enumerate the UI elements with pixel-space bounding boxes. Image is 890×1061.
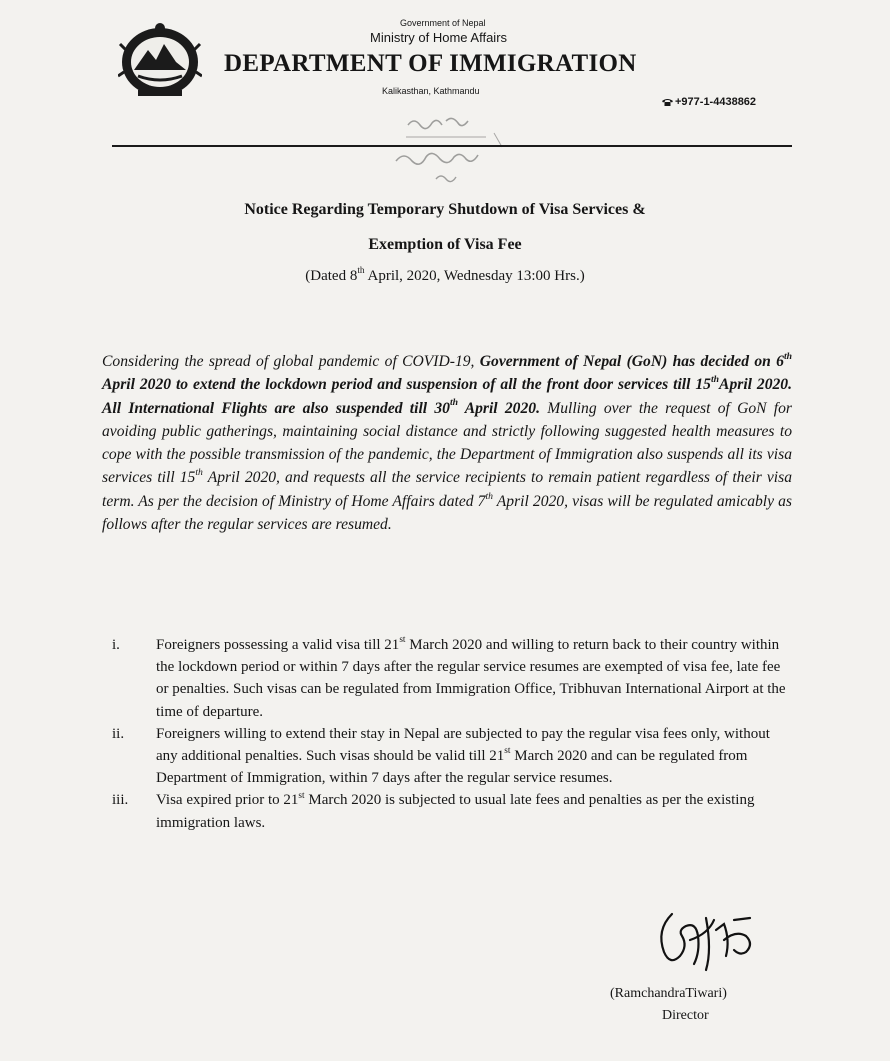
list-item-text [156, 634, 794, 723]
para-s1: Considering the spread of global pandemic of COVID-19, [102, 353, 480, 370]
signature [650, 900, 770, 980]
phone-number [662, 96, 756, 108]
item-sup: st [504, 746, 511, 757]
provisions-list [112, 634, 794, 834]
list-item-number: iii. [112, 792, 129, 809]
phone-text: +977-1-4438862 [675, 96, 757, 108]
item-sup: st [298, 790, 305, 801]
item-pre: Foreigners willing to extend their stay in Nepal are subjected to pay the regular visa fees only, without any additional penalties. Such visas should be valid till 21 [156, 725, 770, 765]
list-item-number: i. [112, 637, 120, 653]
nepal-emblem-icon [118, 20, 202, 100]
para-s4: April 2020. All International Flights are also suspended till 30 [102, 376, 792, 417]
para-s5: April 2020. [458, 399, 540, 417]
para-s8: April 2020, visas will be regulated amicably as follows after the regular services are resumed. [102, 492, 792, 534]
signer-name: (RamchandraTiwari) [610, 986, 727, 1001]
header-divider [112, 145, 792, 147]
para-s3: April 2020 to extend the lockdown period and suspension of all the front door services till 15 [102, 376, 711, 394]
department-name: DEPARTMENT OF IMMIGRATION [224, 50, 637, 77]
notice-title-line-1: Notice Regarding Temporary Shutdown of Visa Services & [244, 201, 646, 218]
para-s2-sup: th [783, 350, 792, 362]
list-item [112, 634, 794, 723]
item-post: March 2020 and willing to return back to their country within the lockdown period or within 7 days after the regular service resumes are exempted of visa fee, late fee or penalties. Such visas can be regulated from Immigration Office, Tribhuvan International Airport at the time of departure. [156, 637, 786, 720]
item-sup: st [399, 635, 406, 646]
para-s7: April 2020, and requests all the service recipients to remain patient regardless of their visa term. As per the decision of Ministry of Home Affairs dated 7 [102, 469, 793, 510]
signer-title: Director [662, 1008, 709, 1023]
para-s4-sup: th [449, 397, 459, 409]
para-s7-sup: th [485, 490, 493, 502]
date-pre: (Dated 8 [305, 268, 358, 284]
date-post: April, 2020, Wednesday 13:00 Hrs.) [364, 268, 585, 284]
telephone-icon [662, 98, 673, 106]
item-post: March 2020 and can be regulated from Department of Immigration, within 7 days after the regular service resumes. [156, 748, 748, 787]
item-post: March 2020 is subjected to usual late fees and penalties as per the existing immigration laws. [156, 792, 755, 831]
para-s3-sup: th [710, 374, 720, 386]
list-item-text [156, 723, 794, 790]
ministry-line: Ministry of Home Affairs [370, 30, 508, 45]
list-item [112, 789, 794, 833]
item-pre: Foreigners possessing a valid visa till 21 [156, 637, 400, 653]
para-s6: Mulling over the request of GoN for avoiding public gatherings, maintaining social distance and strictly following suggested health measures to cope with the possible transmission of the pandemic, the Department of Immigration also suspends all its visa services till 15 [102, 399, 792, 487]
address-line: Kalikasthan, Kathmandu [382, 86, 480, 96]
list-item [112, 723, 794, 790]
notice-paragraph [102, 350, 792, 536]
list-item-number: ii. [112, 725, 125, 742]
government-line: Government of Nepal [400, 18, 486, 28]
received-stamp [386, 103, 506, 193]
para-s6-sup: th [195, 467, 203, 479]
list-item-text [156, 789, 794, 833]
notice-title-line-2: Exemption of Visa Fee [368, 236, 522, 253]
notice-date [0, 268, 890, 285]
item-pre: Visa expired prior to 21 [156, 792, 299, 809]
date-sup: th [357, 266, 365, 277]
para-s2: Government of Nepal (GoN) has decided on 6 [479, 353, 784, 370]
